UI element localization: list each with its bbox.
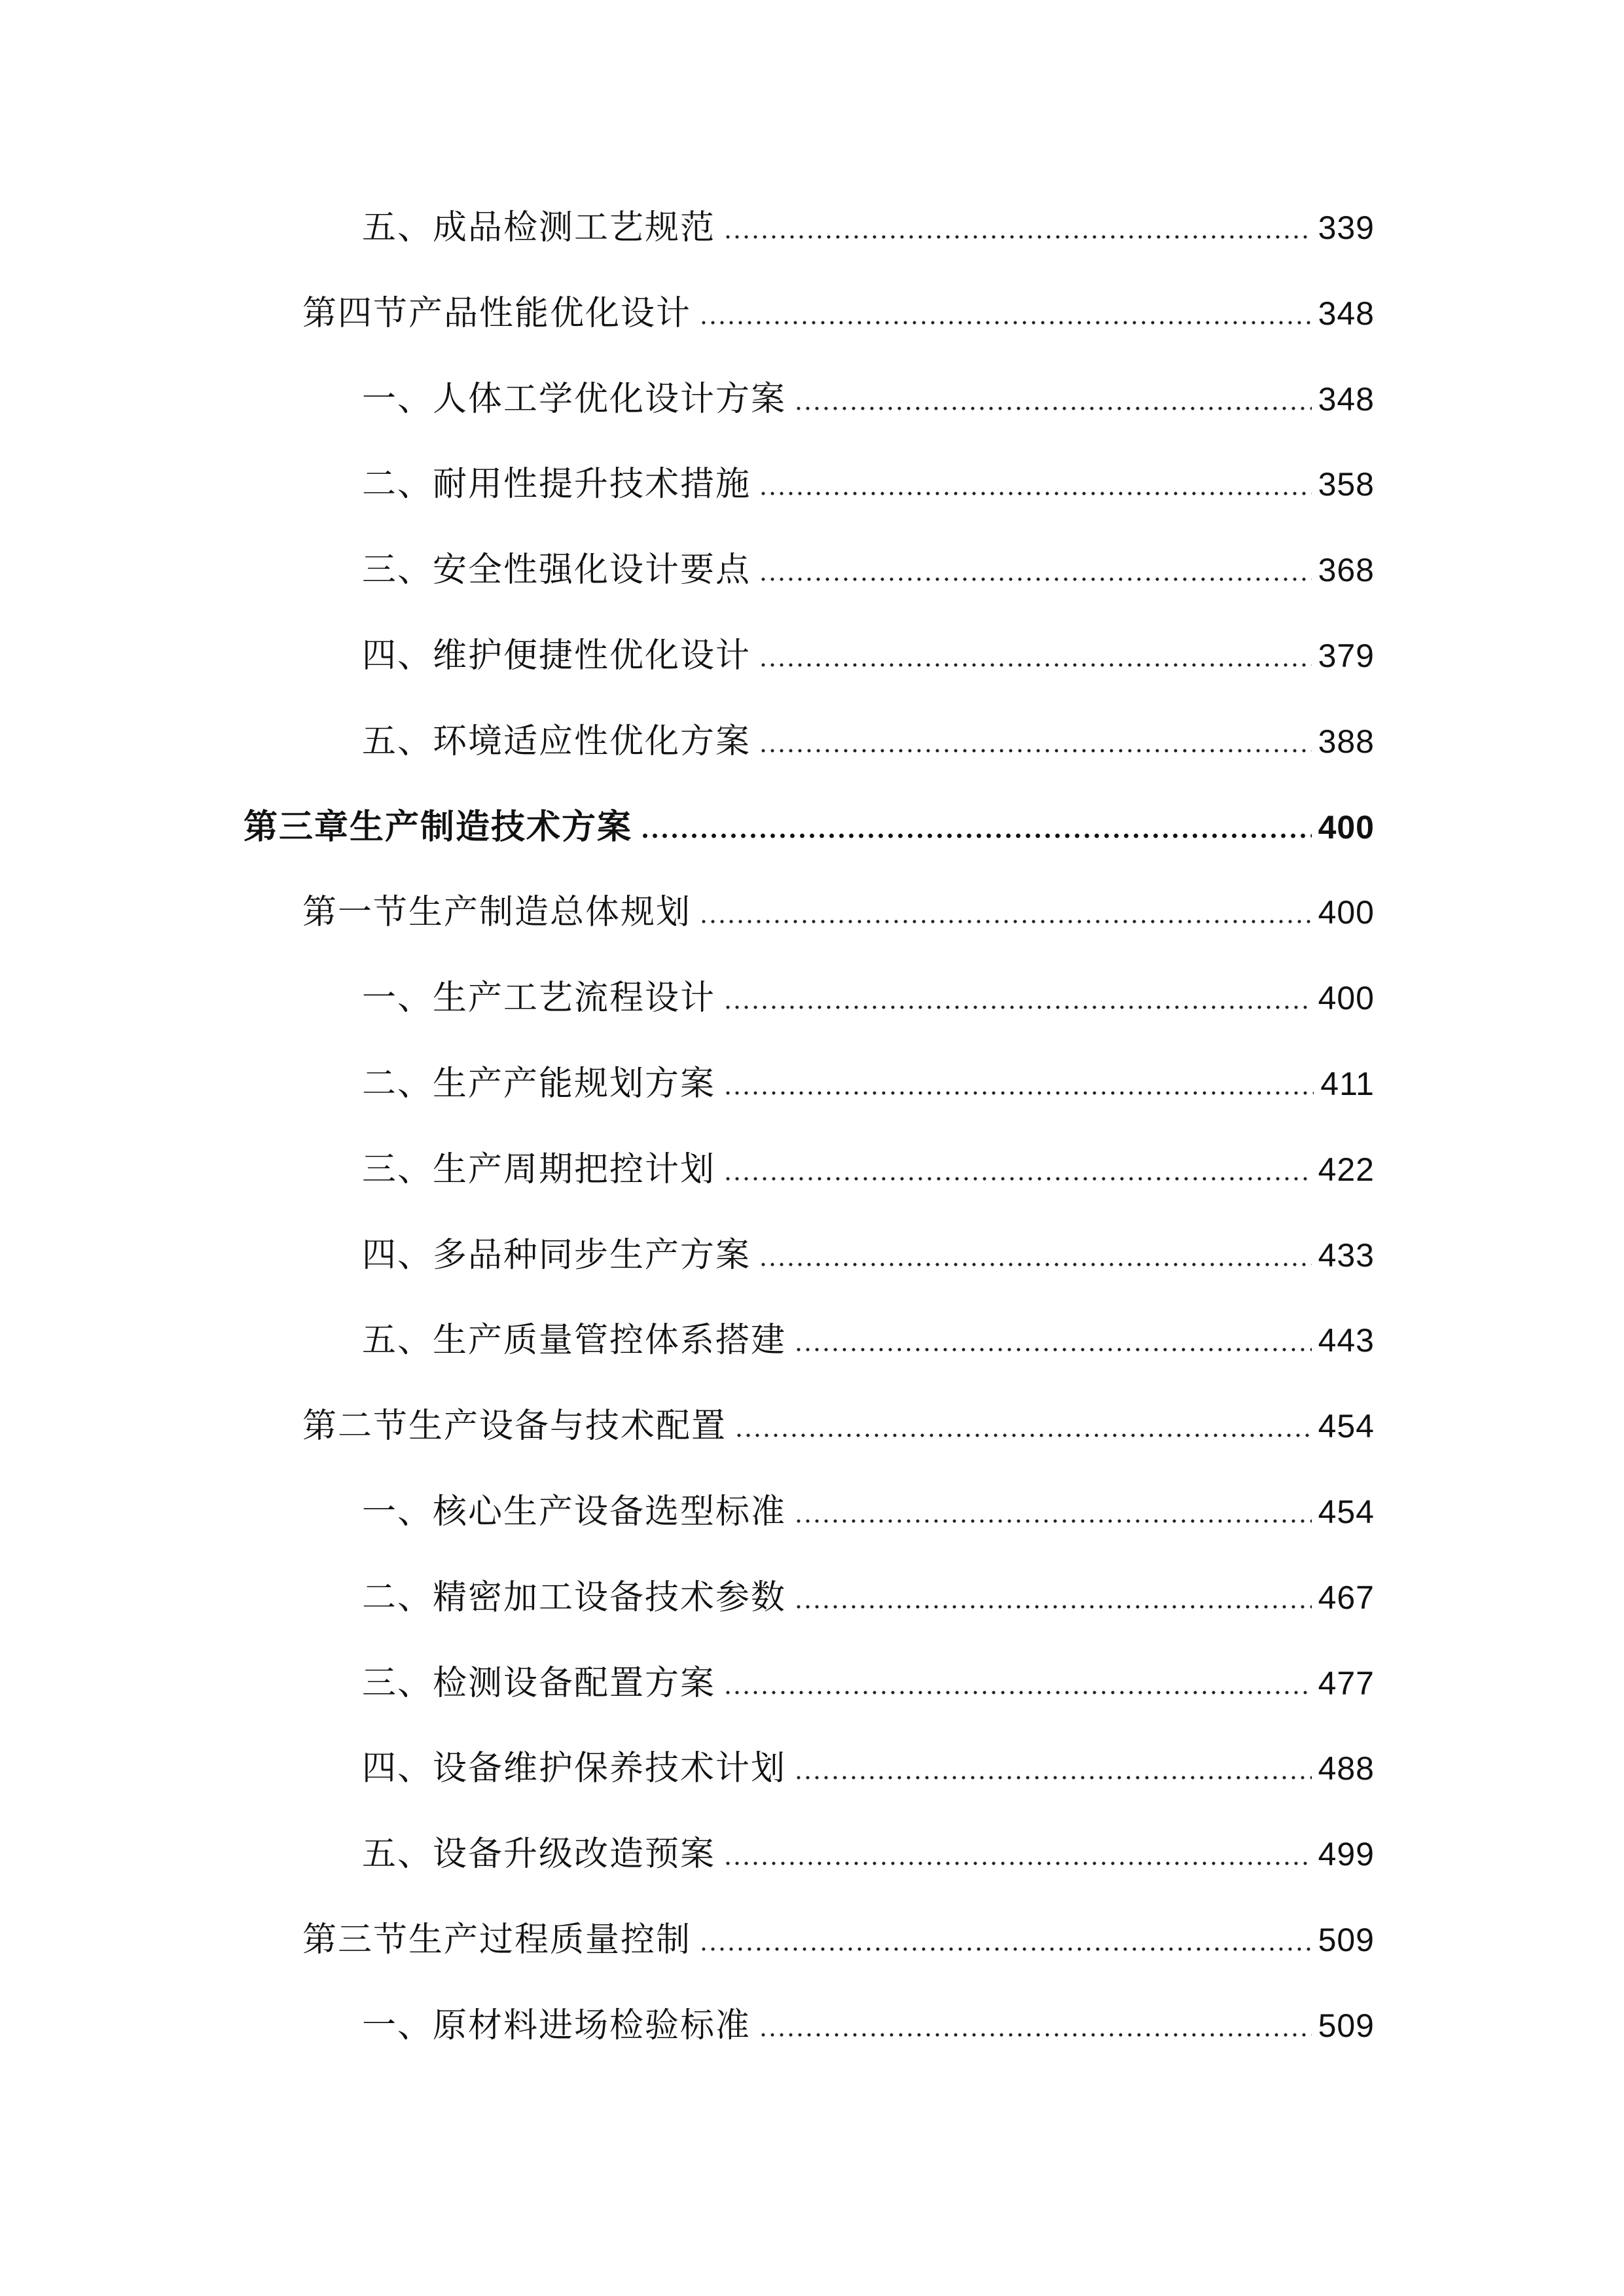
toc-entry-title: 五、成品检测工艺规范: [362, 208, 716, 247]
toc-entry-title: 一、生产工艺流程设计: [362, 978, 716, 1018]
toc-page-number: 422: [1318, 1151, 1375, 1188]
toc-dot-leader: [759, 663, 1312, 667]
toc-dot-leader: [699, 920, 1312, 924]
toc-entry-title: 二、精密加工设备技术参数: [362, 1578, 787, 1617]
toc-entry-item[interactable]: [362, 715, 1375, 768]
toc-entry-title: 五、设备升级改造预案: [362, 1835, 716, 1874]
toc-page-number: 454: [1318, 1494, 1375, 1530]
toc-page-number: 348: [1318, 381, 1375, 418]
toc-entry-title: 第二节生产设备与技术配置: [302, 1407, 727, 1446]
toc-entry-title: 四、设备维护保养技术计划: [362, 1749, 787, 1788]
toc-page-number: 358: [1318, 466, 1375, 503]
toc-dot-leader: [699, 1947, 1312, 1951]
toc-entry-item[interactable]: [362, 202, 1375, 254]
toc-page-number: 509: [1318, 2007, 1375, 2044]
toc-dot-leader: [759, 577, 1312, 581]
toc-dot-leader: [734, 1433, 1312, 1437]
toc-entry-title: 三、安全性强化设计要点: [362, 550, 751, 590]
toc-page-number: 509: [1318, 1922, 1375, 1958]
toc-entry-title: 二、生产产能规划方案: [362, 1064, 716, 1103]
toc-page-number: 454: [1318, 1408, 1375, 1444]
toc-entry-item[interactable]: [362, 2000, 1375, 2052]
toc-entry-title: 一、人体工学优化设计方案: [362, 380, 787, 419]
toc-dot-leader: [794, 1348, 1312, 1352]
toc-entry-item[interactable]: [362, 1486, 1375, 1538]
toc-entry-item[interactable]: [362, 1828, 1375, 1880]
toc-page-number: 368: [1318, 552, 1375, 588]
toc-entry-title: 一、原材料进场检验标准: [362, 2006, 751, 2045]
toc-entry-title: 第一节生产制造总体规划: [302, 893, 692, 932]
toc-dot-leader: [759, 1263, 1312, 1266]
toc-dot-leader: [723, 235, 1312, 239]
toc-page-number: 348: [1318, 295, 1375, 332]
toc-page-number: 477: [1318, 1665, 1375, 1702]
toc-page-number: 467: [1318, 1579, 1375, 1616]
toc-dot-leader: [699, 321, 1312, 325]
toc-entry-title: 四、多品种同步生产方案: [362, 1236, 751, 1275]
toc-dot-leader: [723, 1177, 1312, 1181]
toc-page-number: 400: [1318, 980, 1375, 1016]
toc-entry-title: 三、检测设备配置方案: [362, 1664, 716, 1703]
toc-entry-item[interactable]: [362, 1143, 1375, 1196]
toc-entry-title: 五、环境适应性优化方案: [362, 722, 751, 761]
toc-dot-leader: [794, 1776, 1312, 1780]
toc-entry-item[interactable]: [362, 1314, 1375, 1367]
toc-dot-leader: [723, 1005, 1312, 1009]
toc-page-number: 400: [1318, 894, 1375, 931]
toc-entry-item[interactable]: [362, 544, 1375, 596]
toc-entry-item[interactable]: [362, 630, 1375, 682]
toc-page-number: 339: [1318, 209, 1375, 246]
toc-page-number: 411: [1320, 1066, 1375, 1102]
toc-entry-item[interactable]: [362, 1657, 1375, 1710]
toc-dot-leader: [759, 2033, 1312, 2037]
toc-dot-leader: [794, 406, 1312, 410]
toc-dot-leader: [759, 749, 1312, 753]
toc-entry-item[interactable]: [362, 458, 1375, 511]
toc-entry-item[interactable]: [362, 972, 1375, 1024]
toc-dot-leader: [723, 1691, 1312, 1695]
toc-entry-section[interactable]: [302, 1914, 1375, 1966]
toc-dot-leader: [759, 492, 1312, 495]
toc-dot-leader: [794, 1605, 1312, 1609]
toc-entry-item[interactable]: [362, 1058, 1375, 1110]
toc-entry-item[interactable]: [362, 1742, 1375, 1795]
toc-page-number: 488: [1318, 1750, 1375, 1787]
toc-entry-item[interactable]: [362, 373, 1375, 425]
toc-entry-title: 第四节产品性能优化设计: [302, 294, 692, 333]
toc-entry-chapter[interactable]: [244, 801, 1375, 853]
toc-entry-title: 第三章生产制造技术方案: [244, 808, 633, 847]
toc-page-number: 400: [1318, 809, 1375, 846]
toc-page-number: 379: [1318, 637, 1375, 674]
toc-dot-leader: [723, 1091, 1314, 1095]
toc-entry-title: 一、核心生产设备选型标准: [362, 1492, 787, 1532]
toc-entry-title: 二、耐用性提升技术措施: [362, 465, 751, 504]
toc-page-number: 388: [1318, 723, 1375, 760]
toc-page-number: 433: [1318, 1237, 1375, 1274]
toc-entry-section[interactable]: [302, 886, 1375, 939]
toc-page-number: 443: [1318, 1322, 1375, 1359]
toc-entry-title: 四、维护便捷性优化设计: [362, 636, 751, 675]
toc-entry-section[interactable]: [302, 1400, 1375, 1452]
toc-entry-title: 五、生产质量管控体系搭建: [362, 1321, 787, 1360]
toc-dot-leader: [723, 1861, 1312, 1865]
toc-entry-title: 三、生产周期把控计划: [362, 1150, 716, 1189]
toc-dot-leader: [794, 1519, 1312, 1523]
toc-entry-item[interactable]: [362, 1229, 1375, 1282]
toc-page-number: 499: [1318, 1836, 1375, 1873]
toc-entry-section[interactable]: [302, 287, 1375, 340]
toc-entry-item[interactable]: [362, 1571, 1375, 1624]
toc-entry-title: 第三节生产过程质量控制: [302, 1920, 692, 1960]
toc-dot-leader: [640, 833, 1312, 838]
